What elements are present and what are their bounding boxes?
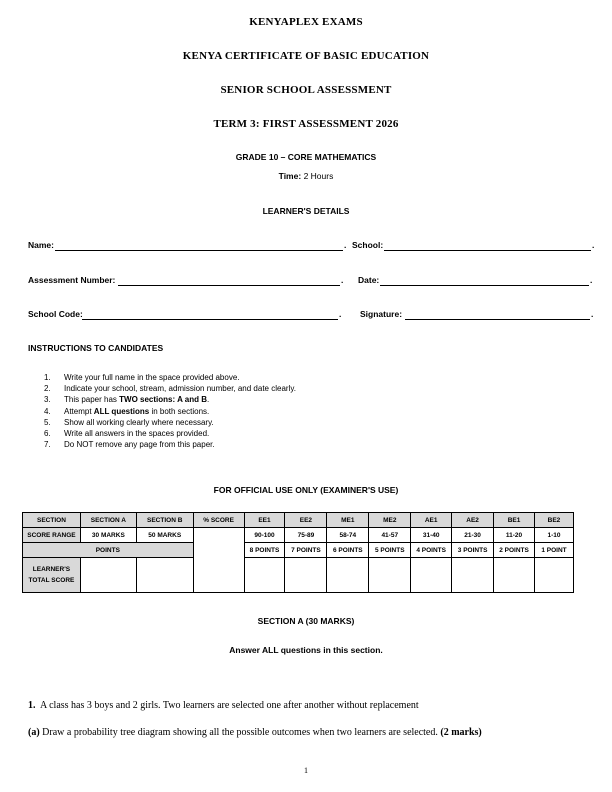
page-number: 1 [304, 766, 308, 775]
learner-details-title: LEARNER'S DETAILS [262, 206, 350, 216]
code-signature-row [28, 309, 594, 323]
table-row [23, 558, 574, 593]
instruction-item [44, 428, 296, 439]
level-score-cell[interactable] [494, 558, 535, 593]
instructions-title: INSTRUCTIONS TO CANDIDATES [28, 343, 164, 353]
instruction-item [44, 394, 296, 405]
signature-label: Signature: [360, 309, 403, 319]
section-b-score-cell[interactable] [136, 558, 193, 593]
level-score-cell[interactable] [244, 558, 285, 593]
percent-score-header: % SCORE [193, 513, 244, 528]
part-label: (a) [28, 727, 40, 738]
date-field[interactable] [380, 285, 589, 286]
school-code-field[interactable] [82, 319, 338, 320]
section-a-instruction: Answer ALL questions in this section. [229, 645, 383, 655]
level-score-cell[interactable] [452, 558, 494, 593]
level-points: 7 POINTS [285, 543, 327, 558]
official-use-title: FOR OFFICIAL USE ONLY (EXAMINER'S USE) [213, 485, 399, 495]
level-score-cell[interactable] [285, 558, 327, 593]
learner-total-label-line1: LEARNER'S [32, 566, 71, 573]
assessment-title: SENIOR SCHOOL ASSESSMENT [220, 84, 392, 96]
level-code: ME2 [369, 513, 411, 528]
date-terminator: . [590, 275, 593, 285]
time-label: Time: [278, 171, 302, 181]
level-code: EE1 [244, 513, 285, 528]
section-b-marks: 50 MARKS [136, 528, 193, 543]
level-score-cell[interactable] [369, 558, 411, 593]
score-range-label: SCORE RANGE [23, 528, 81, 543]
level-range: 58-74 [327, 528, 369, 543]
level-code: AE2 [452, 513, 494, 528]
level-points: 1 POINT [534, 543, 573, 558]
learner-total-label [23, 558, 81, 593]
instruction-number: 1. [44, 373, 51, 382]
instruction-text: Write all answers in the spaces provided. [64, 428, 210, 438]
name-terminator: . [344, 240, 347, 250]
level-code: AE1 [411, 513, 452, 528]
instruction-text: This paper has [64, 395, 120, 405]
level-points: 3 POINTS [452, 543, 494, 558]
section-a-marks: 30 MARKS [80, 528, 136, 543]
level-code: ME1 [327, 513, 369, 528]
level-range: 21-30 [452, 528, 494, 543]
instruction-number: 2. [44, 384, 51, 394]
question-1a [28, 727, 482, 738]
instruction-item [44, 439, 296, 450]
instructions-list [44, 372, 296, 450]
table-row [23, 528, 574, 543]
question-text: A class has 3 boys and 2 girls. Two learners are selected one after another without replacement [39, 700, 419, 711]
level-code: EE2 [285, 513, 327, 528]
level-points: 6 POINTS [327, 543, 369, 558]
instruction-text: Indicate your school, stream, admission number, and date clearly. [64, 384, 296, 394]
name-field[interactable] [55, 250, 343, 251]
section-b-header: SECTION B [136, 513, 193, 528]
instruction-emphasis: TWO sections: A and B [119, 395, 207, 405]
instruction-text-end: in both sections. [149, 406, 210, 416]
table-row [23, 543, 574, 558]
instruction-item [44, 383, 296, 394]
assessment-number-terminator: . [341, 275, 344, 285]
section-header: SECTION [23, 513, 81, 528]
level-range: 90-100 [244, 528, 285, 543]
part-text: Draw a probability tree diagram showing all the possible outcomes when two learners are selected. [42, 727, 438, 738]
question-1 [28, 700, 419, 711]
learner-total-label-line2: TOTAL SCORE [28, 577, 75, 584]
score-table [22, 512, 574, 593]
level-range: 75-89 [285, 528, 327, 543]
assessment-date-row [28, 275, 594, 289]
school-code-label: School Code: [28, 309, 83, 319]
certificate-title: KENYA CERTIFICATE OF BASIC EDUCATION [182, 50, 430, 62]
level-range: 11-20 [494, 528, 535, 543]
points-label: POINTS [23, 543, 194, 558]
school-code-terminator: . [339, 309, 342, 319]
time-line [0, 171, 612, 181]
term-title: TERM 3: FIRST ASSESSMENT 2026 [213, 118, 399, 130]
instruction-text: Show all working clearly where necessary. [64, 417, 214, 427]
instruction-text: Attempt [64, 406, 94, 416]
instruction-item [44, 372, 296, 383]
part-marks: (2 marks) [440, 727, 482, 738]
instruction-number: 3. [44, 395, 51, 405]
date-label: Date: [358, 275, 380, 285]
signature-field[interactable] [405, 319, 590, 320]
instruction-emphasis: ALL questions [93, 406, 150, 416]
level-points: 8 POINTS [244, 543, 285, 558]
instruction-number: 7. [44, 440, 51, 450]
section-a-header: SECTION A [80, 513, 136, 528]
level-points: 2 POINTS [494, 543, 535, 558]
time-value: 2 Hours [303, 171, 334, 181]
level-points: 4 POINTS [411, 543, 452, 558]
level-code: BE1 [494, 513, 535, 528]
instruction-item [44, 406, 296, 417]
instruction-text-end: . [207, 395, 210, 405]
level-range: 1-10 [534, 528, 573, 543]
exam-body-title: KENYAPLEX EXAMS [249, 16, 363, 28]
level-range: 31-40 [411, 528, 452, 543]
instruction-text: Do NOT remove any page from this paper. [64, 440, 215, 450]
level-code: BE2 [534, 513, 573, 528]
instruction-text: Write your full name in the space provided above. [64, 373, 240, 382]
section-a-title: SECTION A (30 MARKS) [257, 616, 355, 626]
level-score-cell[interactable] [534, 558, 573, 593]
school-label: School: [352, 240, 384, 250]
subject-title: GRADE 10 – CORE MATHEMATICS [235, 152, 377, 162]
section-a-score-cell[interactable] [80, 558, 136, 593]
level-score-cell[interactable] [327, 558, 369, 593]
table-row [23, 513, 574, 528]
instruction-item [44, 417, 296, 428]
name-school-row [28, 240, 594, 254]
school-terminator: . [592, 240, 595, 250]
level-range: 41-57 [369, 528, 411, 543]
level-points: 5 POINTS [369, 543, 411, 558]
assessment-number-label: Assessment Number: [28, 275, 116, 285]
name-label: Name: [28, 240, 54, 250]
assessment-number-field[interactable] [118, 285, 340, 286]
question-number: 1. [28, 700, 36, 711]
instruction-number: 5. [44, 417, 51, 427]
percent-score-cell[interactable] [193, 528, 244, 593]
school-field[interactable] [384, 250, 591, 251]
instruction-number: 4. [44, 406, 51, 416]
signature-terminator: . [591, 309, 594, 319]
instruction-number: 6. [44, 428, 51, 438]
level-score-cell[interactable] [411, 558, 452, 593]
